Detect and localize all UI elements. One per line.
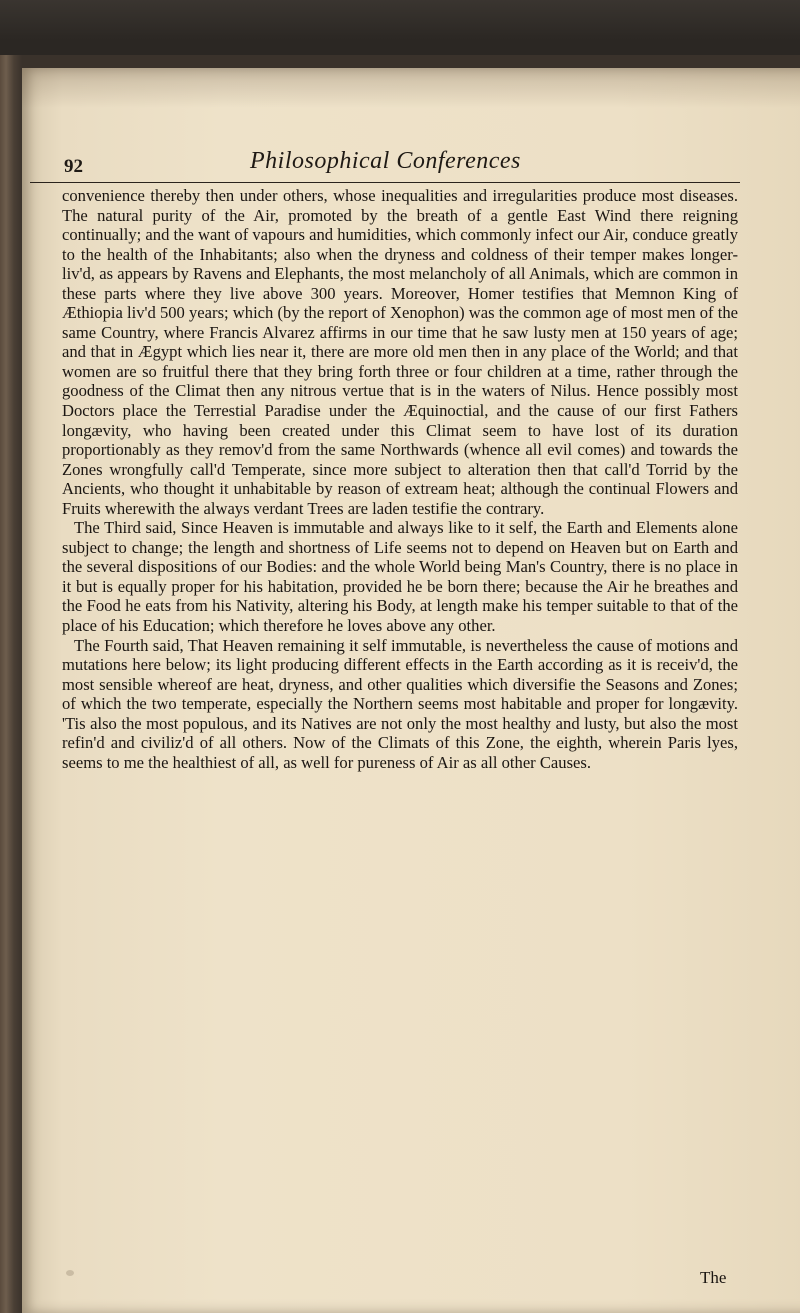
running-title: Philosophical Conferences	[250, 148, 521, 174]
ink-smudge	[66, 1270, 74, 1276]
page-header	[60, 148, 740, 180]
catchword: The	[700, 1268, 727, 1287]
paragraph-1: convenience thereby then under others, whose inequalities and irregularities produce most diseases. The natural purity of the Air, promoted by the breath of a gentle East Wind there reigning continually; and the want of vapours and humidities, which commonly infect our Air, conduce greatly to the health of the Inhabitants; also when the dryness and coldness of their temper makes longer-liv'd, as appears by Ravens and Elephants, the most melancholy of all Animals, which are common in these parts where they live above 300 years. Moreover, Homer testifies that Memnon King of Æthiopia liv'd 500 years; which (by the report of Xenophon) was the common age of most men of the same Country, where Francis Alvarez affirms in our time that he saw lusty men at 150 years of age; and that in Ægypt which lies near it, there are more old men then in any place of the World; and that women are so fruitful there that they bring forth three or four children at a time, rather through the goodness of the Climat then any nitrous vertue that is in the waters of Nilus. Hence possibly most Doctors place the Terrestial Paradise under the Æquinoctial, and the cause of our first Fathers longævity, who having been created under this Climat seem to have lost of its duration proportionably as they remov'd from the same Northwards (whence all evil comes) and towards the Zones wrongfully call'd Temperate, since more subject to alteration then that call'd Torrid by the Ancients, who thought it unhabitable by reason of extream heat; although the continual Flowers and Fruits wherewith the always verdant Trees are laden testifie the contrary.	[62, 186, 738, 518]
paragraph-3: The Fourth said, That Heaven remaining it self immutable, is nevertheless the cause of motions and mutations here below; its light producing different effects in the Earth according as it is receiv'd, the most sensible whereof are heat, dryness, and other qualities which diversifie the Seasons and Zones; of which the two temperate, especially the Northern seems most habitable and proper for longævity. 'Tis also the most populous, and its Natives are not only the most healthy and lusty, but also the most refin'd and civiliz'd of all others. Now of the Climats of this Zone, the eighth, wherein Paris lyes, seems to me the healthiest of all, as well for pureness of Air as all other Causes.	[62, 635, 738, 772]
page-number: 92	[64, 156, 83, 177]
body-text	[62, 186, 738, 772]
header-rule	[30, 182, 740, 183]
paragraph-2: The Third said, Since Heaven is immutable and always like to it self, the Earth and Elements alone subject to change; the length and shortness of Life seems not to depend on Heaven but on Earth and the several dispositions of our Bodies: and the whole World being Man's Country, there is no place in it but is equally proper for his habitation, provided he be born there; because the Air he breathes and the Food he eats from his Nativity, altering his Body, at length make his temper suitable to that of the place of his Education; which therefore he loves above any other.	[62, 518, 738, 636]
